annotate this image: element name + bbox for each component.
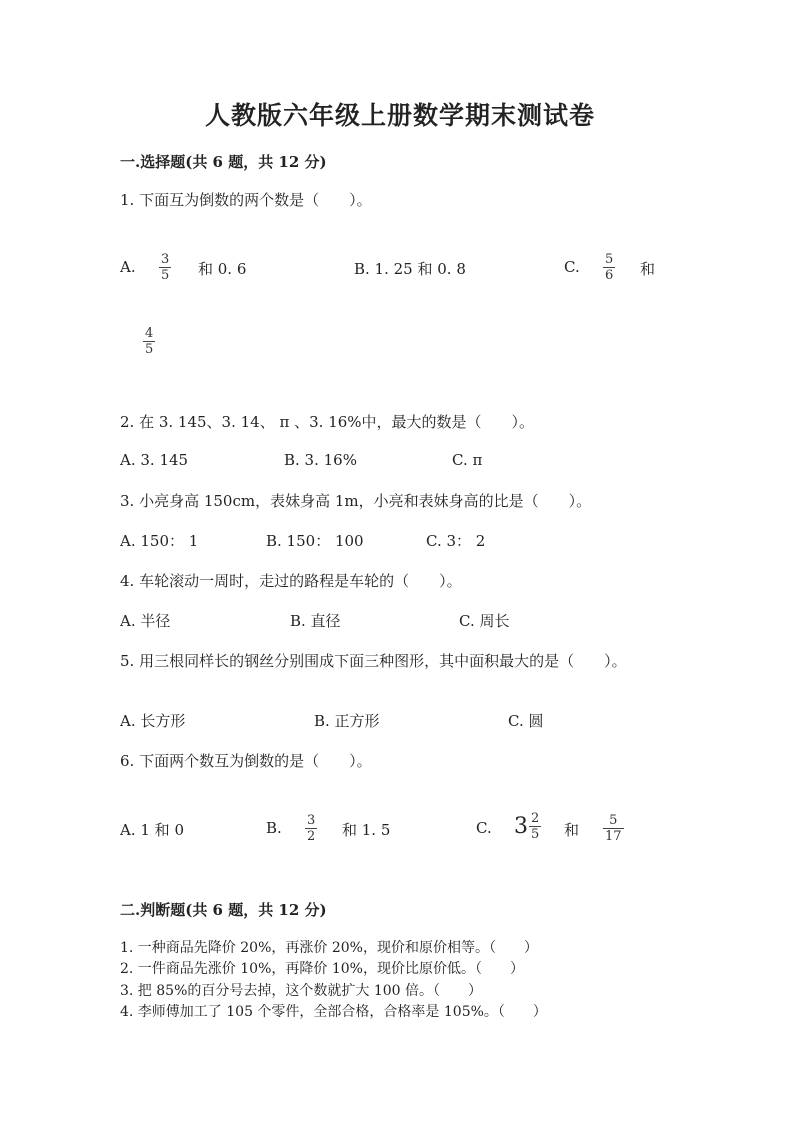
option-a: A. 半径 bbox=[120, 612, 171, 630]
page-title: 人教版六年级上册数学期末测试卷 bbox=[204, 101, 595, 130]
option-b-text: 和 1. 5 bbox=[342, 821, 391, 839]
fraction: $\frac{5}{17}$ bbox=[605, 813, 622, 844]
option-c: C. 圆 bbox=[508, 712, 544, 730]
option-c-text: 和 bbox=[640, 260, 656, 278]
fraction: $\frac{4}{5}$ bbox=[145, 326, 154, 357]
question-1: 1. 下面互为倒数的两个数是（ ）。 bbox=[120, 191, 372, 209]
section-heading-choice: 一.选择题(共 6 题，共 12 分) bbox=[120, 153, 327, 171]
mixed-number: 3 $\frac{2}{5}$ bbox=[514, 811, 540, 842]
option-c: C. 周长 bbox=[459, 612, 510, 630]
fraction: $\frac{3}{2}$ bbox=[307, 813, 316, 844]
question-6: 6. 下面两个数互为倒数的是（ ）。 bbox=[120, 752, 372, 770]
option-a: A. 150： 1 bbox=[120, 532, 199, 550]
list-item: 4. 李师傅加工了 105 个零件，全部合格，合格率是 105%。（ ） bbox=[120, 1004, 547, 1020]
question-4: 4. 车轮滚动一周时，走过的路程是车轮的（ ）。 bbox=[120, 572, 462, 590]
option-b: B. 3. 16% bbox=[284, 451, 357, 469]
question-5: 5. 用三根同样长的钢丝分别围成下面三种图形，其中面积最大的是（ ）。 bbox=[120, 652, 627, 670]
option-b: B. 150： 100 bbox=[266, 532, 364, 550]
list-item: 3. 把 85%的百分号去掉，这个数就扩大 100 倍。（ ） bbox=[120, 983, 482, 999]
option-c-label: C. bbox=[476, 819, 492, 837]
option-c-label: C. bbox=[564, 258, 580, 276]
option-c: C. π bbox=[452, 451, 483, 469]
option-b-label: B. bbox=[266, 819, 282, 837]
list-item: 2. 一件商品先涨价 10%，再降价 10%，现价比原价低。（ ） bbox=[120, 961, 524, 977]
option-b: B. 正方形 bbox=[314, 712, 380, 730]
option-b: B. 直径 bbox=[290, 612, 341, 630]
option-a-text: 和 0. 6 bbox=[198, 260, 247, 278]
option-a: A. 长方形 bbox=[120, 712, 186, 730]
fraction: $\frac{5}{6}$ bbox=[605, 252, 614, 283]
option-b: B. 1. 25 和 0. 8 bbox=[354, 260, 466, 278]
option-c: C. 3： 2 bbox=[426, 532, 486, 550]
section-heading-true-false: 二.判断题(共 6 题，共 12 分) bbox=[120, 901, 327, 919]
option-a: A. 3. 145 bbox=[120, 451, 189, 469]
question-2: 2. 在 3. 145、3. 14、 π 、3. 16%中，最大的数是（ ）。 bbox=[120, 413, 535, 431]
fraction: $\frac{3}{5}$ bbox=[161, 252, 170, 283]
option-a-label: A. bbox=[120, 258, 136, 276]
question-3: 3. 小亮身高 150cm，表妹身高 1m，小亮和表妹身高的比是（ ）。 bbox=[120, 492, 592, 510]
option-a: A. 1 和 0 bbox=[120, 821, 184, 839]
list-item: 1. 一种商品先降价 20%，再涨价 20%，现价和原价相等。（ ） bbox=[120, 940, 538, 956]
option-c-text: 和 bbox=[564, 821, 580, 839]
